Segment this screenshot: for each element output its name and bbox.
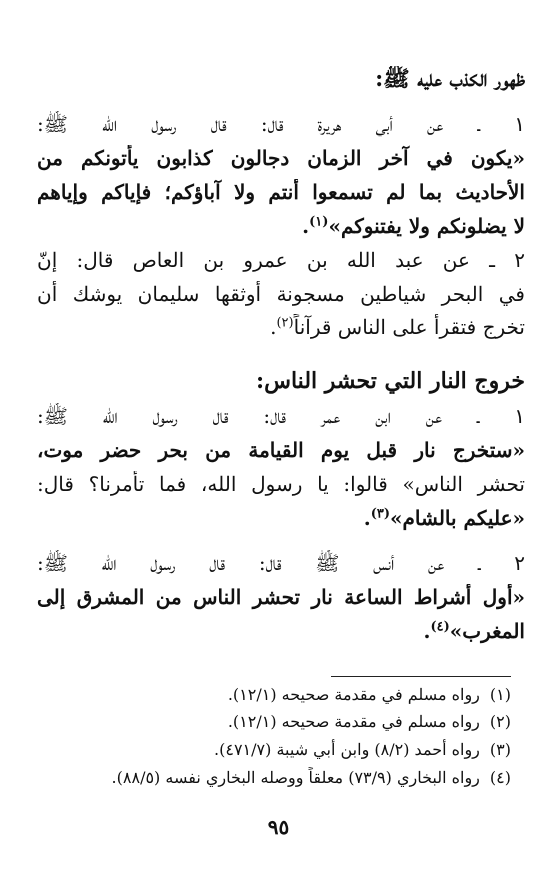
page-number: ٩٥ [267, 815, 290, 839]
hadith-intro-line: ١ ـ عن ابن عمر قال: قال رسول الله ﷺ: [37, 404, 525, 428]
hadith-text-line: «يكون في آخر الزمان دجالون كذابون يأتونكم من [37, 146, 525, 170]
section-heading: خروج النار التي تحشر الناس: [256, 368, 525, 394]
hadith-intro-line: ٢ ـ عن عبد الله بن عمرو بن العاص قال: إنّ [37, 248, 525, 272]
footnote-marker: (٢) [276, 315, 294, 331]
hadith-intro-line: ١ ـ عن أبي هريرة قال: قال رسول الله ﷺ: [37, 112, 525, 136]
footnote [41, 711, 511, 733]
hadith-text-line [37, 505, 525, 531]
hadith-text-line [37, 618, 525, 644]
hadith-text: تخرج فتقرأ على الناس قرآناً [293, 315, 525, 339]
hadith-text-line: تحشر الناس» قالوا: يا رسول الله، فما تأمرنا؟ قال: [37, 472, 525, 496]
footnote-text: رواه أحمد (٨/٢) وابن أبي شيبة (٤٧١/٧). [214, 740, 480, 759]
line-end: . [302, 214, 310, 238]
footnote-marker: (١) [309, 214, 329, 230]
section-heading: ظهور الكذب عليه ﷺ: [375, 66, 525, 92]
hadith-text-line: «ستخرج نار قبل يوم القيامة من بحر حضر موت، [37, 438, 525, 462]
footnote-text: رواه البخاري (٧٣/٩) معلقاً ووصله البخاري نفسه (٨٨/٥). [111, 768, 480, 787]
hadith-intro-line: ٢ ـ عن أنس ﷺ قال: قال رسول الله ﷺ: [37, 551, 525, 575]
hadith-text-line [37, 213, 525, 239]
footnote [41, 767, 511, 789]
line-end: . [363, 506, 371, 530]
footnote-number: (١) [489, 685, 511, 704]
footnote-marker: (٣) [370, 506, 391, 522]
hadith-text: لا يضلونكم ولا يفتنوكم» [328, 214, 525, 238]
hadith-text-line: في البحر شياطين مسجونة أوثقها سليمان يوشك أن [37, 282, 525, 306]
hadith-text-line [37, 314, 525, 340]
footnote-number: (٢) [489, 712, 511, 731]
footnote [41, 684, 511, 706]
hadith-text: «عليكم بالشام» [390, 506, 525, 530]
footnote-number: (٣) [489, 740, 511, 759]
footnote-number: (٤) [489, 768, 511, 787]
line-end: . [270, 315, 277, 339]
footnote-text: رواه مسلم في مقدمة صحيحه (١٢/١). [227, 712, 480, 731]
footnote-text: رواه مسلم في مقدمة صحيحه (١٢/١). [227, 685, 480, 704]
hadith-text-line: الأحاديث بما لم تسمعوا أنتم ولا آباؤكم؛ فإياكم وإياهم [37, 180, 525, 204]
footnote-marker: (٤) [430, 619, 450, 635]
line-end: . [423, 619, 431, 643]
footnote [41, 739, 511, 761]
hadith-text: المغرب» [449, 619, 525, 643]
footnote-divider [331, 676, 511, 677]
hadith-text-line: «أول أشراط الساعة نار تحشر الناس من المشرق إلى [37, 585, 525, 609]
